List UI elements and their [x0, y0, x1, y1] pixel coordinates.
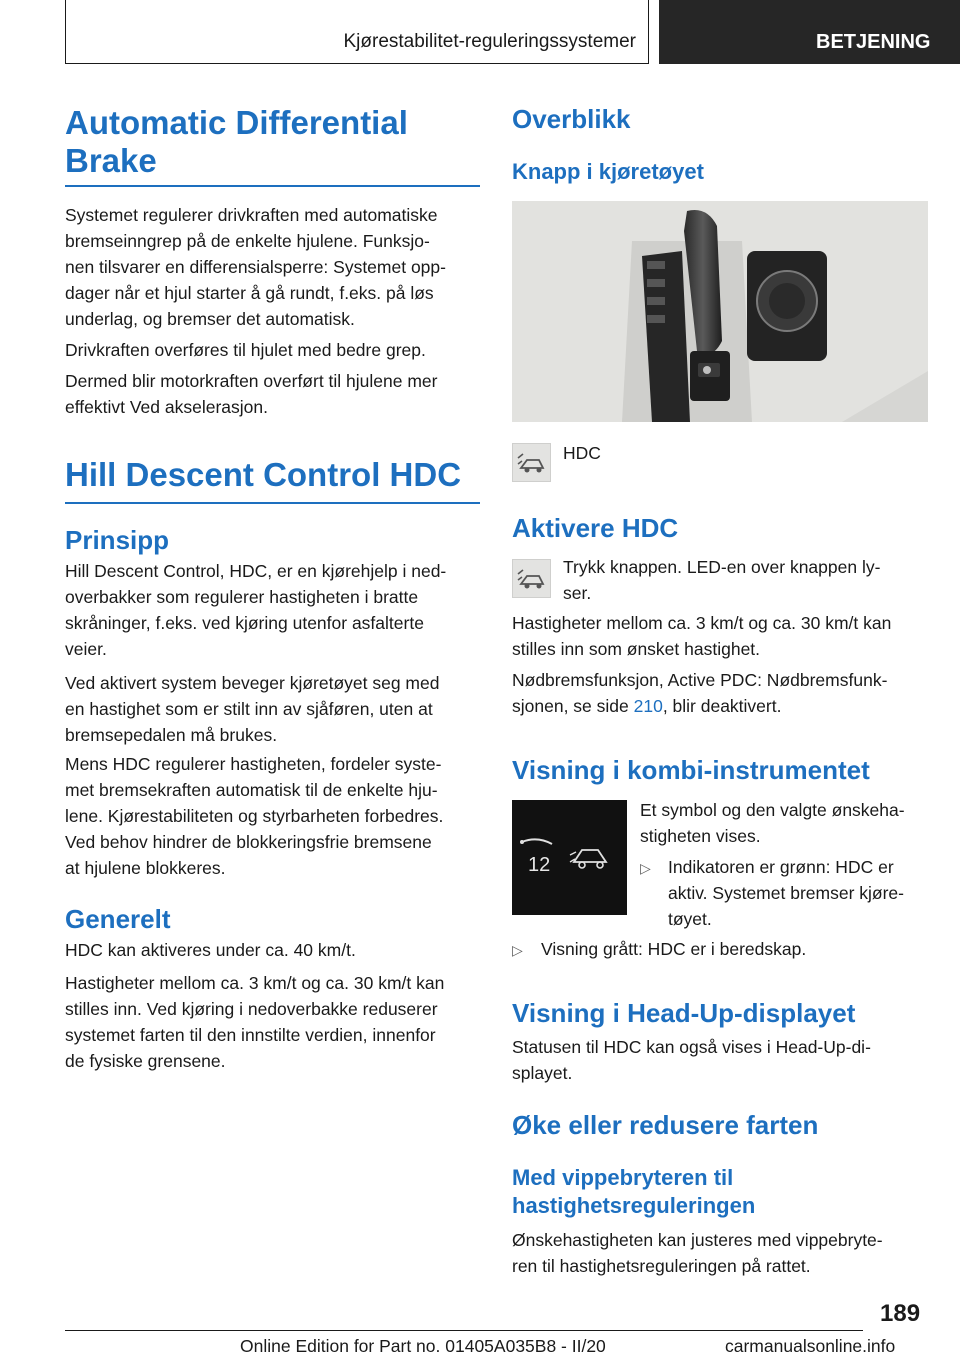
text-line: ren til hastighetsreguleringen på rattet. [512, 1256, 811, 1276]
text-line: bremseinngrep på de enkelte hjulene. Funksjo- [65, 231, 430, 251]
text-line: dager når et hjul starter å gå rundt, f.eks. på løs [65, 283, 434, 303]
text-line: Hastigheter mellom ca. 3 km/t og ca. 30 km/t kan [65, 973, 445, 993]
header-chapter-title: BETJENING [816, 31, 931, 53]
adb-paragraph-2 [65, 337, 480, 363]
text-line: Systemet regulerer drivkraften med automatiske [65, 205, 438, 225]
bullet-triangle-icon: ▷ [640, 860, 651, 876]
text-line: at hjulene blokkeres. [65, 858, 226, 878]
vippe-heading-block [512, 1164, 928, 1220]
cluster-speed-value: 12 [528, 854, 551, 876]
text-line: skråninger, f.eks. ved kjøring utenfor asfalterte [65, 613, 424, 633]
page-reference-link[interactable]: 210 [633, 696, 663, 716]
footer-watermark: carmanualsonline.info [725, 1336, 896, 1356]
text-line: met bremsekraften automatisk til de enkelte hju- [65, 780, 438, 800]
instrument-cluster-display [512, 800, 627, 915]
prinsipp-heading: Prinsipp [65, 525, 170, 555]
overblikk-heading-block [512, 103, 928, 135]
text-line: nen tilsvarer en differensialsperre: Systemet opp- [65, 257, 446, 277]
text-line: overbakker som regulerer hastigheten i bratte [65, 587, 419, 607]
center-console-photo [512, 201, 928, 422]
text-line: HDC [563, 443, 601, 463]
text-line: stilles inn. Ved kjøring i nedoverbakke reduserer [65, 999, 438, 1019]
generelt-heading-block [65, 903, 480, 935]
oke-heading: Øke eller redusere farten [512, 1110, 819, 1140]
text-line: systemet farten til den innstilte verdien, innenfor [65, 1025, 436, 1045]
text-line: Hill Descent Control, HDC, er en kjørehjelp i ned- [65, 561, 447, 581]
knapp-heading-block [512, 158, 928, 186]
text-line: aktiv. Systemet bremser kjøre- [668, 883, 904, 903]
text-line: Mens HDC regulerer hastigheten, fordeler syste- [65, 754, 442, 774]
vippe-paragraph-1 [512, 1227, 928, 1279]
vippe-heading-line2: hastighetsreguleringen [512, 1193, 756, 1218]
text-line: ser. [563, 583, 592, 603]
adb-heading-line1: Automatic Differential [65, 104, 408, 141]
header-section-title: Kjørestabilitet-reguleringssystemer [343, 31, 636, 52]
text-line: Et symbol og den valgte ønskeha- [640, 800, 905, 820]
text-line: Ønskehastigheten kan justeres med vippebryte- [512, 1230, 883, 1250]
kombi-bullet-1 [668, 854, 930, 932]
oke-heading-block [512, 1109, 928, 1141]
generelt-paragraph-2 [65, 970, 480, 1074]
visning-kombi-heading: Visning i kombi-instrumentet [512, 755, 870, 785]
visning-hud-heading-block [512, 997, 928, 1029]
visning-kombi-heading-block [512, 754, 928, 786]
aktivere-heading: Aktivere HDC [512, 513, 679, 543]
aktivere-paragraph-1 [563, 554, 928, 606]
text-line: , blir deaktivert. [662, 696, 782, 716]
running-header-section [65, 0, 649, 64]
text-line: Hastigheter mellom ca. 3 km/t og ca. 30 km/t kan [512, 613, 892, 633]
text-line: Visning grått: HDC er i beredskap. [541, 939, 807, 959]
text-line: veier. [65, 639, 107, 659]
text-line: bremsepedalen må brukes. [65, 725, 278, 745]
text-line: HDC kan aktiveres under ca. 40 km/t. [65, 940, 356, 960]
generelt-paragraph-1 [65, 937, 480, 963]
text-line: Statusen til HDC kan også vises i Head-Up-di- [512, 1037, 871, 1057]
prinsipp-paragraph-1 [65, 558, 480, 662]
text-line: splayet. [512, 1063, 573, 1083]
footer-edition: Online Edition for Part no. 01405A035B8 - II/20 [240, 1336, 606, 1356]
hdc-icon-caption [563, 440, 923, 466]
kombi-bullet-2 [541, 936, 931, 962]
adb-heading-block [65, 104, 480, 187]
text-line: Ved behov hindrer de blokkeringsfrie bremsene [65, 832, 432, 852]
aktivere-paragraph-3 [512, 667, 928, 719]
text-line: en hastighet som er stilt inn av sjåføren, uten at [65, 699, 433, 719]
adb-paragraph-3 [65, 368, 480, 420]
text-line: Dermed blir motorkraften overført til hjulene mer [65, 371, 438, 391]
generelt-heading: Generelt [65, 904, 171, 934]
prinsipp-heading-block [65, 524, 480, 556]
knapp-heading: Knapp i kjøretøyet [512, 159, 704, 184]
text-line: tøyet. [668, 909, 712, 929]
center-console-illustration [512, 201, 928, 422]
hdc-button-icon [512, 559, 551, 598]
text-line: Nødbremsfunksjon, Active PDC: Nødbremsfunk- [512, 670, 888, 690]
text-line: sjonen, se side [512, 696, 634, 716]
aktivere-heading-block [512, 512, 928, 544]
kombi-paragraph-1 [640, 797, 930, 849]
text-line: Drivkraften overføres til hjulet med bedre grep. [65, 340, 426, 360]
running-header-chapter [659, 0, 960, 64]
adb-paragraph-1 [65, 202, 480, 332]
footer-divider [65, 1330, 863, 1331]
bullet-triangle-icon: ▷ [512, 942, 523, 958]
text-line: stigheten vises. [640, 826, 761, 846]
vippe-heading [512, 1164, 928, 1220]
hdc-heading: Hill Descent Control HDC [65, 456, 462, 493]
prinsipp-paragraph-2 [65, 670, 480, 748]
text-line: Trykk knappen. LED-en over knappen ly- [563, 557, 881, 577]
page-number: 189 [880, 1300, 921, 1327]
text-line: effektivt Ved akselerasjon. [65, 397, 268, 417]
aktivere-paragraph-2 [512, 610, 928, 662]
adb-heading [65, 104, 480, 180]
adb-heading-line2: Brake [65, 142, 157, 179]
text-line: lene. Kjørestabiliteten og styrbarheten forbedres. [65, 806, 444, 826]
visning-hud-heading: Visning i Head-Up-displayet [512, 998, 856, 1028]
overblikk-heading: Overblikk [512, 104, 631, 134]
text-line: underlag, og bremser det automatisk. [65, 309, 355, 329]
text-line: stilles inn som ønsket hastighet. [512, 639, 761, 659]
hdc-button-icon [512, 443, 551, 482]
text-line: de fysiske grensene. [65, 1051, 226, 1071]
text-line: Indikatoren er grønn: HDC er [668, 857, 894, 877]
hud-paragraph-1 [512, 1034, 928, 1086]
prinsipp-paragraph-3 [65, 751, 480, 881]
vippe-heading-line1: Med vippebryteren til [512, 1165, 734, 1190]
hdc-heading-block [65, 456, 480, 504]
text-line: Ved aktivert system beveger kjøretøyet seg med [65, 673, 440, 693]
